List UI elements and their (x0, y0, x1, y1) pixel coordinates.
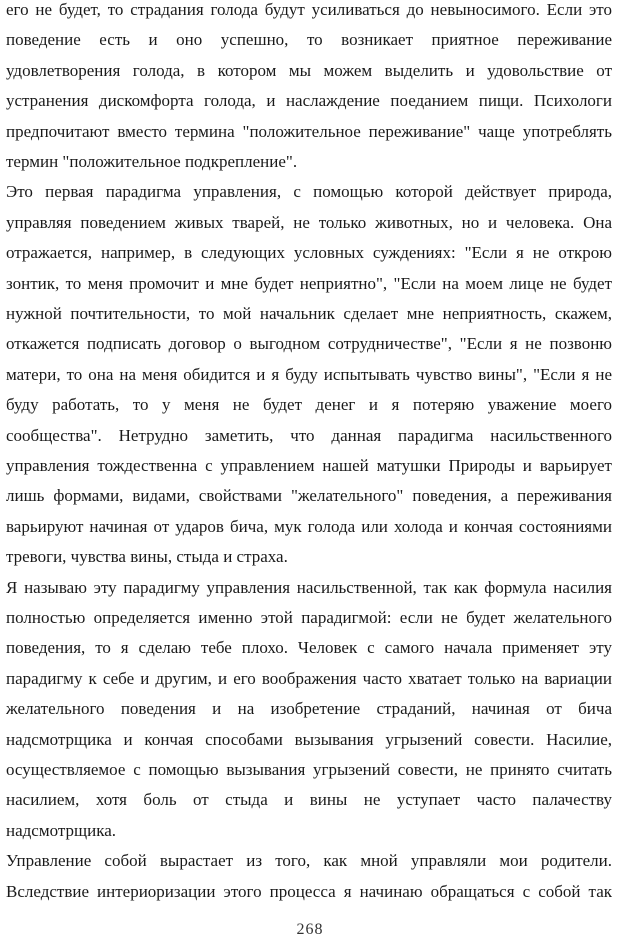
text-line: желательного поведения и на изобретение страданий, начиная от бича (6, 699, 612, 719)
text-line: тревоги, чувства вины, стыда и страха. (6, 547, 288, 567)
text-line: поведения, то я сделаю тебе плохо. Человек с самого начала применяет эту (6, 638, 612, 658)
text-line: сообщества". Нетрудно заметить, что данная парадигма насильственного (6, 425, 612, 445)
text-line: предпочитают вместо термина "положительное переживание" чаще употреблять (6, 121, 612, 141)
text-line: варьируют начиная от ударов бича, мук голода или холода и кончая состояниями (6, 516, 612, 536)
text-line: нужной почтительности, то мой начальник сделает мне неприятность, скажем, (6, 304, 612, 323)
text-line: насилием, хотя боль от стыда и вины не уступает часто палачеству (6, 790, 612, 810)
text-line: зонтик, то меня промочит и мне будет неприятно", "Если на моем лице не будет (6, 273, 612, 293)
text-line: надсмотрщика. (6, 820, 116, 840)
text-line: матери, то она на меня обидится и я буду испытывать чувство вины", "Если я не (6, 364, 612, 384)
page-number: 268 (296, 921, 324, 938)
text-line: управляя поведением живых тварей, не только животных, но и человека. Она (6, 212, 612, 232)
text-line: Я называю эту парадигму управления насильственной, так как формула насилия (6, 577, 612, 597)
text-line: Это первая парадигма управления, с помощью которой действует природа, (6, 182, 612, 202)
text-line: управления тождественна с управлением нашей матушки Природы и варьирует (6, 456, 612, 475)
text-line: лишь формами, видами, свойствами "желательного" поведения, а переживания (6, 486, 612, 506)
text-line: устранения дискомфорта голода, и наслаждение поеданием пищи. Психологи (6, 91, 612, 111)
text-line: его не будет, то страдания голода будут усиливаться до невыносимого. Если это (6, 0, 612, 19)
text-line: парадигму к себе и другим, и его воображения часто хватает только на вариации (6, 668, 612, 688)
text-line: откажется подписать договор о выгодном сотрудничестве", "Если я не позвоню (6, 334, 612, 354)
text-line: буду работать, то у меня не будет денег и я потеряю уважение моего (6, 395, 612, 415)
text-line: Управление собой вырастает из того, как мной управляли мои родители. (6, 851, 612, 871)
text-line: полностью определяется именно этой парадигмой: если не будет желательного (6, 608, 612, 627)
text-line: отражается, например, в следующих условных суждениях: "Если я не открою (6, 243, 612, 263)
text-line: Вследствие интериоризации этого процесса я начинаю обращаться с собой так (6, 881, 612, 901)
text-line: осуществляемое с помощью вызывания угрызений совести, не принято считать (6, 760, 612, 779)
text-line: удовлетворения голода, в котором мы можем выделить и удовольствие от (6, 60, 612, 80)
text-line: поведение есть и оно успешно, то возникает приятное переживание (6, 30, 612, 50)
text-line: надсмотрщика и кончая способами вызывания угрызений совести. Насилие, (6, 729, 612, 749)
text-line: термин "положительное подкрепление". (6, 152, 298, 171)
